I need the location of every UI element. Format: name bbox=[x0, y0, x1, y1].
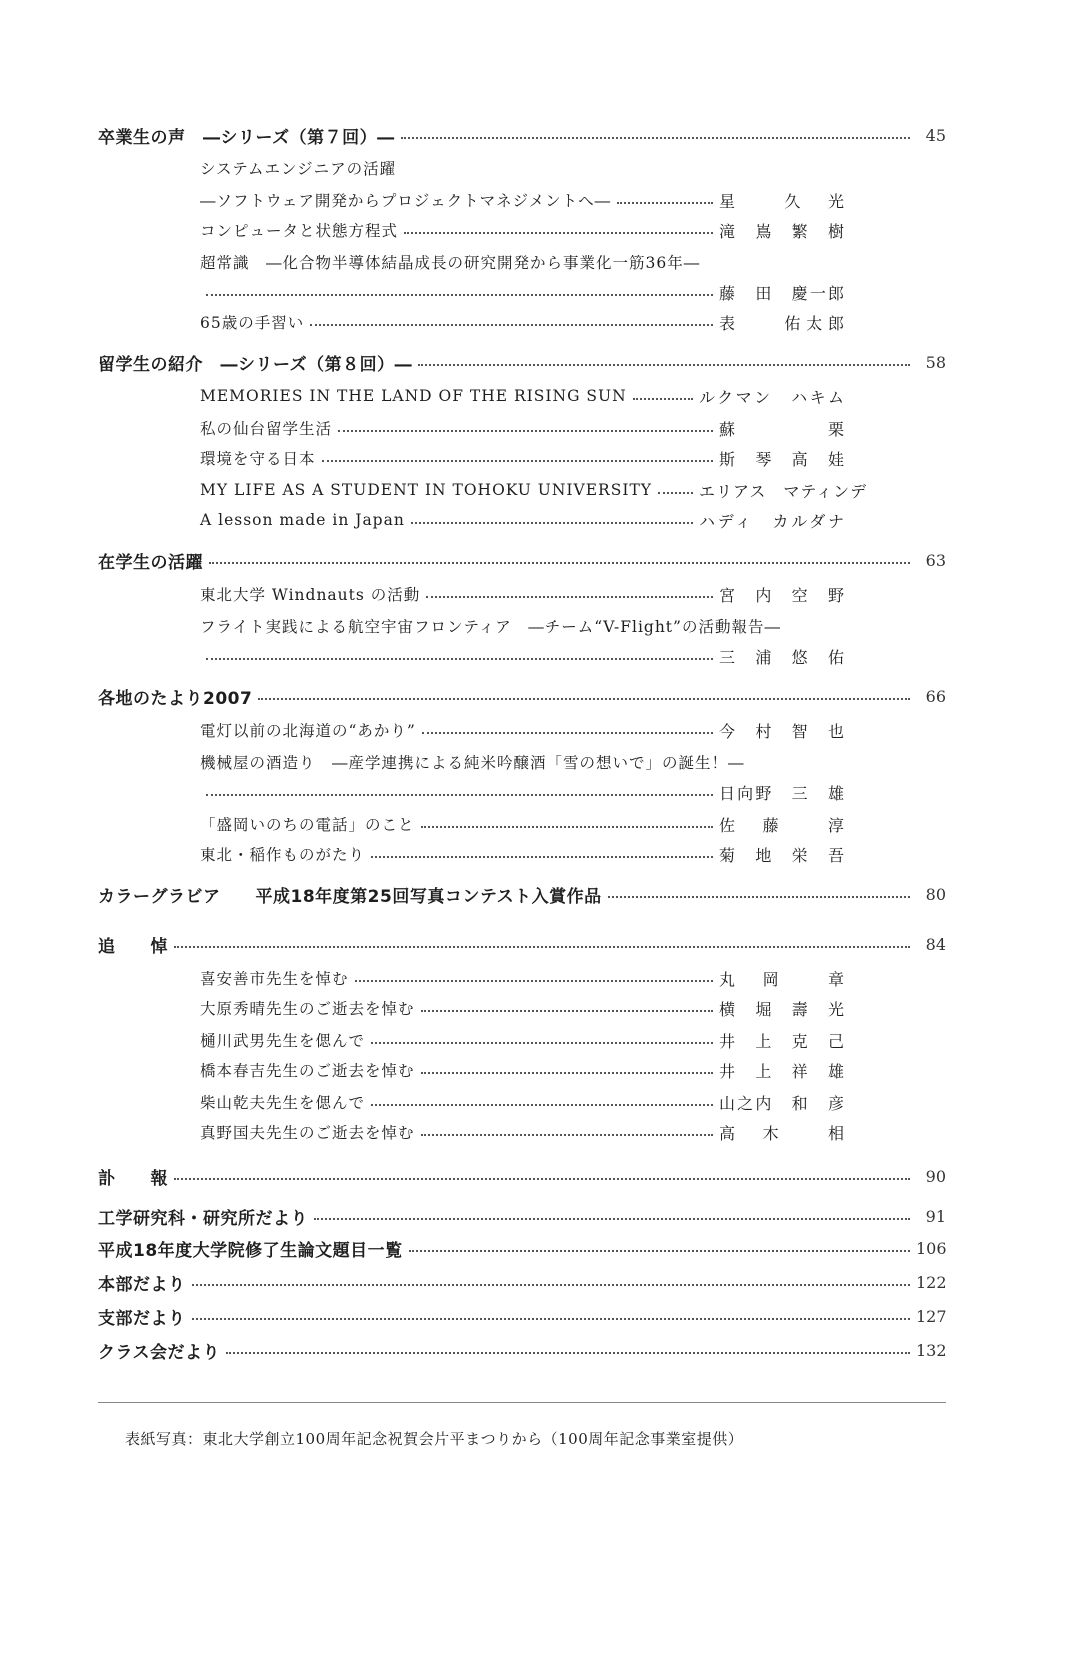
toc-section-row[interactable] bbox=[98, 879, 946, 909]
article-title: ―ソフトウェア開発からプロジェクトマネジメントへ― bbox=[200, 192, 612, 210]
toc-item-row[interactable] bbox=[200, 611, 845, 641]
article-title: 喜安善市先生を悼む bbox=[200, 970, 349, 988]
dot-leader bbox=[192, 1284, 911, 1286]
toc-section-row[interactable] bbox=[98, 1301, 946, 1331]
toc-section-row[interactable] bbox=[98, 1233, 946, 1263]
toc-item-row[interactable] bbox=[200, 641, 845, 671]
article-author: 丸 岡 章 bbox=[719, 969, 845, 989]
article-title: コンピュータと状態方程式 bbox=[200, 222, 399, 240]
toc-item-row[interactable] bbox=[200, 839, 845, 869]
article-title: MY LIFE AS A STUDENT IN TOHOKU UNIVERSITY bbox=[200, 481, 653, 499]
toc-item-row[interactable] bbox=[200, 185, 845, 215]
dot-leader bbox=[174, 1178, 910, 1180]
dot-leader bbox=[209, 562, 910, 564]
article-author: 蘇 栗 bbox=[719, 419, 845, 439]
article-author: ハディ カルダナ bbox=[699, 511, 845, 531]
dot-leader bbox=[338, 430, 713, 432]
dot-leader bbox=[617, 202, 713, 204]
article-title: 東北大学 Windnauts の活動 bbox=[200, 586, 421, 604]
toc-item-row[interactable] bbox=[200, 505, 845, 535]
page-number: 58 bbox=[925, 352, 946, 372]
article-title: 東北・稲作ものがたり bbox=[200, 846, 366, 864]
toc-item-row[interactable] bbox=[200, 963, 845, 993]
dot-leader bbox=[411, 522, 693, 524]
article-author: 井 上 祥 雄 bbox=[719, 1061, 845, 1081]
dot-leader bbox=[421, 1010, 713, 1012]
article-title: 機械屋の酒造り ―産学連携による純米吟醸酒「雪の想いで」の誕生！― bbox=[200, 754, 745, 772]
toc-item-row[interactable] bbox=[200, 1117, 845, 1147]
section-title: 工学研究科・研究所だより bbox=[98, 1208, 308, 1229]
dot-leader bbox=[371, 1042, 713, 1044]
article-title: システムエンジニアの活躍 bbox=[200, 160, 397, 178]
section-title: 卒業生の声 ―シリーズ（第７回）― bbox=[98, 127, 395, 148]
article-title: 環境を守る日本 bbox=[200, 450, 316, 468]
page-number: 132 bbox=[916, 1340, 947, 1360]
divider bbox=[98, 1402, 946, 1403]
article-title: 真野国夫先生のご逝去を悼む bbox=[200, 1124, 415, 1142]
toc-item-row[interactable] bbox=[200, 153, 845, 183]
article-title: 超常識 ―化合物半導体結晶成長の研究開発から事業化一筋36年― bbox=[200, 254, 701, 272]
dot-leader bbox=[421, 1134, 713, 1136]
article-author: 井 上 克 己 bbox=[719, 1031, 845, 1051]
article-author: 宮 内 空 野 bbox=[719, 585, 845, 605]
article-author: 斯 琴 高 娃 bbox=[719, 449, 845, 469]
dot-leader bbox=[206, 294, 713, 296]
article-title: 65歳の手習い bbox=[200, 314, 305, 332]
article-title: 「盛岡いのちの電話」のこと bbox=[200, 816, 415, 834]
section-title: 各地のたより2007 bbox=[98, 688, 253, 709]
article-author: ルクマン ハキム bbox=[699, 387, 845, 407]
article-author: 表 佑太郎 bbox=[719, 313, 845, 333]
article-title: 橋本春吉先生のご逝去を悼む bbox=[200, 1062, 415, 1080]
article-author: 山之内 和 彦 bbox=[719, 1093, 845, 1113]
article-author: 星 久 光 bbox=[719, 191, 845, 211]
toc-section-row[interactable] bbox=[98, 681, 946, 711]
page-number: 122 bbox=[916, 1272, 947, 1292]
article-title: MEMORIES IN THE LAND OF THE RISING SUN bbox=[200, 387, 627, 405]
section-title: クラス会だより bbox=[98, 1342, 220, 1363]
article-author: 菊 地 栄 吾 bbox=[719, 845, 845, 865]
dot-leader bbox=[206, 658, 713, 660]
page-number: 90 bbox=[925, 1166, 946, 1186]
dot-leader bbox=[314, 1218, 910, 1220]
toc-section-row[interactable] bbox=[98, 929, 946, 959]
article-title: 電灯以前の北海道の“あかり” bbox=[200, 722, 416, 740]
toc-item-row[interactable] bbox=[200, 443, 845, 473]
toc-section-row[interactable] bbox=[98, 545, 946, 575]
dot-leader bbox=[258, 698, 910, 700]
toc-item-row[interactable] bbox=[200, 475, 868, 505]
dot-leader bbox=[426, 596, 713, 598]
toc-item-row[interactable] bbox=[200, 1087, 845, 1117]
section-title: 本部だより bbox=[98, 1274, 186, 1295]
toc-section-row[interactable] bbox=[98, 1161, 946, 1191]
article-author: 今 村 智 也 bbox=[719, 721, 845, 741]
page-number: 91 bbox=[925, 1206, 946, 1226]
section-title: 留学生の紹介 ―シリーズ（第８回）― bbox=[98, 354, 413, 375]
article-author: 佐 藤 淳 bbox=[719, 815, 845, 835]
section-title: 平成18年度大学院修了生論文題目一覧 bbox=[98, 1240, 403, 1261]
article-author: 滝 嶌 繁 樹 bbox=[719, 221, 845, 241]
dot-leader bbox=[658, 492, 693, 494]
cover-photo-caption: 表紙写真：東北大学創立100周年記念祝賀会片平まつりから（100周年記念事業室提供） bbox=[125, 1430, 744, 1448]
toc-item-row[interactable] bbox=[200, 993, 845, 1023]
toc-item-row[interactable] bbox=[200, 215, 845, 245]
toc-item-row[interactable] bbox=[200, 381, 845, 411]
dot-leader bbox=[404, 232, 713, 234]
toc-section-row[interactable] bbox=[98, 1201, 946, 1231]
dot-leader bbox=[418, 364, 910, 366]
toc-item-row[interactable] bbox=[200, 307, 845, 337]
dot-leader bbox=[422, 732, 713, 734]
dot-leader bbox=[371, 1104, 713, 1106]
dot-leader bbox=[371, 856, 713, 858]
toc-item-row[interactable] bbox=[200, 579, 845, 609]
toc-section-row[interactable] bbox=[98, 1267, 946, 1297]
section-title: カラーグラビア 平成18年度第25回写真コンテスト入賞作品 bbox=[98, 886, 602, 907]
dot-leader bbox=[206, 794, 713, 796]
page-number: 80 bbox=[925, 884, 946, 904]
toc-section-row[interactable] bbox=[98, 120, 946, 150]
page-number: 127 bbox=[916, 1306, 947, 1326]
page-number: 63 bbox=[925, 550, 946, 570]
dot-leader bbox=[608, 896, 910, 898]
dot-leader bbox=[421, 826, 713, 828]
section-title: 支部だより bbox=[98, 1308, 186, 1329]
article-author: 三 浦 悠 佑 bbox=[719, 647, 845, 667]
article-title: フライト実践による航空宇宙フロンティア ―チーム“V-Flight”の活動報告― bbox=[200, 618, 781, 636]
toc-item-row[interactable] bbox=[200, 1025, 845, 1055]
dot-leader bbox=[355, 980, 713, 982]
toc-item-row[interactable] bbox=[200, 247, 845, 277]
toc-section-row[interactable] bbox=[98, 347, 946, 377]
article-author: 横 堀 壽 光 bbox=[719, 999, 845, 1019]
toc-section-row[interactable] bbox=[98, 1335, 946, 1365]
dot-leader bbox=[322, 460, 713, 462]
section-title: 訃 報 bbox=[98, 1168, 168, 1189]
article-title: 私の仙台留学生活 bbox=[200, 420, 333, 438]
toc-item-row[interactable] bbox=[200, 747, 845, 777]
dot-leader bbox=[226, 1352, 910, 1354]
dot-leader bbox=[174, 946, 910, 948]
page-number: 84 bbox=[925, 934, 946, 954]
article-title: 樋川武男先生を偲んで bbox=[200, 1032, 366, 1050]
dot-leader bbox=[401, 137, 910, 139]
dot-leader bbox=[192, 1318, 911, 1320]
toc-item-row[interactable] bbox=[200, 715, 845, 745]
section-title: 追 悼 bbox=[98, 936, 168, 957]
section-title: 在学生の活躍 bbox=[98, 552, 203, 573]
article-author: 日向野 三 雄 bbox=[719, 783, 845, 803]
article-title: 大原秀晴先生のご逝去を悼む bbox=[200, 1000, 415, 1018]
page-number: 45 bbox=[925, 125, 946, 145]
dot-leader bbox=[310, 324, 713, 326]
article-author: 高 木 相 bbox=[719, 1123, 845, 1143]
article-title: A lesson made in Japan bbox=[200, 511, 405, 529]
dot-leader bbox=[633, 398, 693, 400]
toc-item-row[interactable] bbox=[200, 413, 845, 443]
toc-item-row[interactable] bbox=[200, 809, 845, 839]
article-author: 藤 田 慶一郎 bbox=[719, 283, 845, 303]
article-author: エリアス マティンデ bbox=[699, 481, 868, 501]
toc-item-row[interactable] bbox=[200, 777, 845, 807]
article-title: 柴山乾夫先生を偲んで bbox=[200, 1094, 366, 1112]
dot-leader bbox=[421, 1072, 713, 1074]
page-number: 106 bbox=[916, 1238, 947, 1258]
toc-item-row[interactable] bbox=[200, 277, 845, 307]
dot-leader bbox=[409, 1250, 910, 1252]
toc-item-row[interactable] bbox=[200, 1055, 845, 1085]
page-number: 66 bbox=[925, 686, 946, 706]
